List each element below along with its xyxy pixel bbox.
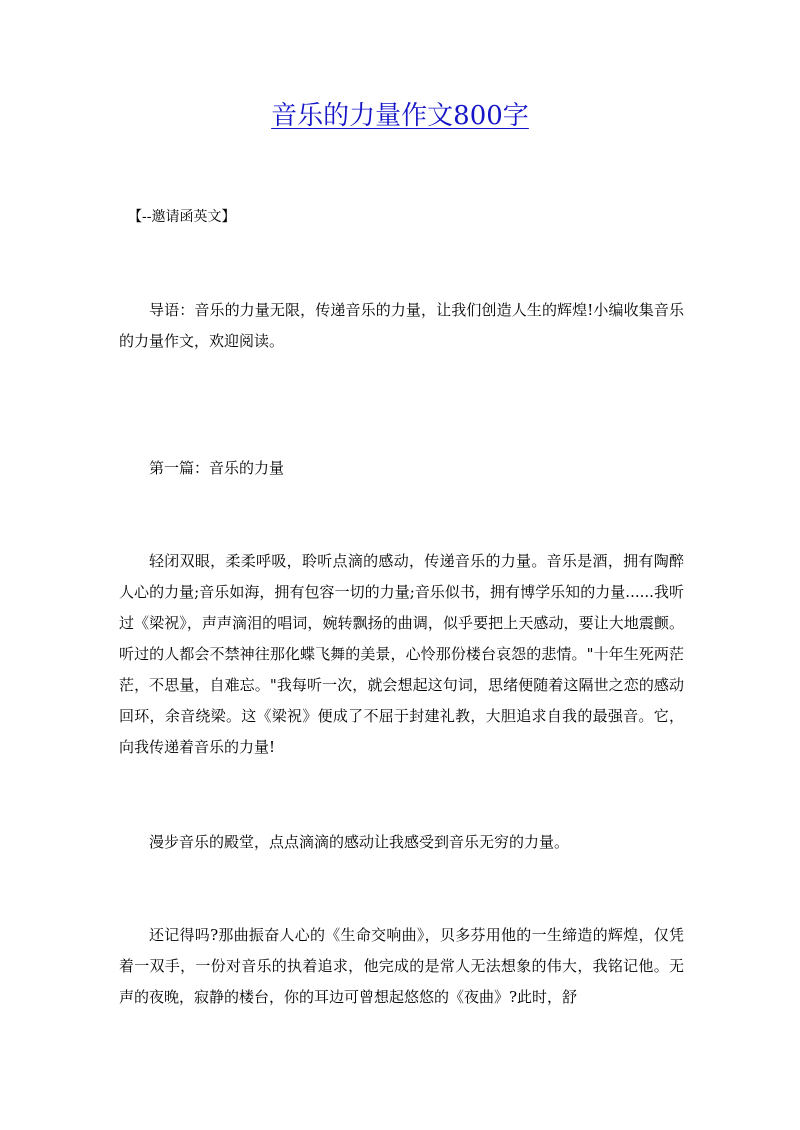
body-paragraph-2: 漫步音乐的殿堂，点点滴滴的感动让我感受到音乐无穷的力量。 [149, 833, 570, 851]
tag-line: 【--邀请函英文】 [128, 209, 236, 225]
page-title [0, 96, 800, 136]
section-heading: 第一篇：音乐的力量 [149, 459, 285, 477]
body-paragraph-1: 轻闭双眼，柔柔呼吸，聆听点滴的感动，传递音乐的力量。音乐是酒，拥有陶醉人心的力量;音乐如海，拥有包容一切的力量;音乐似书，拥有博学乐知的力量......我听过《梁祝》，声声滴泪的唱词，婉转飘扬的曲调，似乎要把上天感动，要让大地震颤。听过的人都会不禁神往那化蝶飞舞的美景，心怜那份楼台哀怨的悲情。"十年生死两茫茫，不思量，自难忘。"我每听一次，就会想起这句词，思绪便随着这隔世之恋的感动回环，余音绕梁。这《梁祝》便成了不屈于封建礼教，大胆追求自我的最强音。它，向我传递着音乐的力量! [119, 552, 684, 756]
body-paragraph-3: 还记得吗?那曲振奋人心的《生命交响曲》，贝多芬用他的一生缔造的辉煌，仅凭着一双手，一份对音乐的执着追求，他完成的是常人无法想象的伟大，我铭记他。无声的夜晚，寂静的楼台，你的耳边可曾想起悠悠的《夜曲》?此时，舒 [119, 926, 684, 1006]
intro-paragraph: 导语：音乐的力量无限，传递音乐的力量，让我们创造人生的辉煌!小编收集音乐的力量作文，欢迎阅读。 [119, 301, 684, 350]
title-link[interactable]: 音乐的力量作文800字 [271, 101, 529, 131]
